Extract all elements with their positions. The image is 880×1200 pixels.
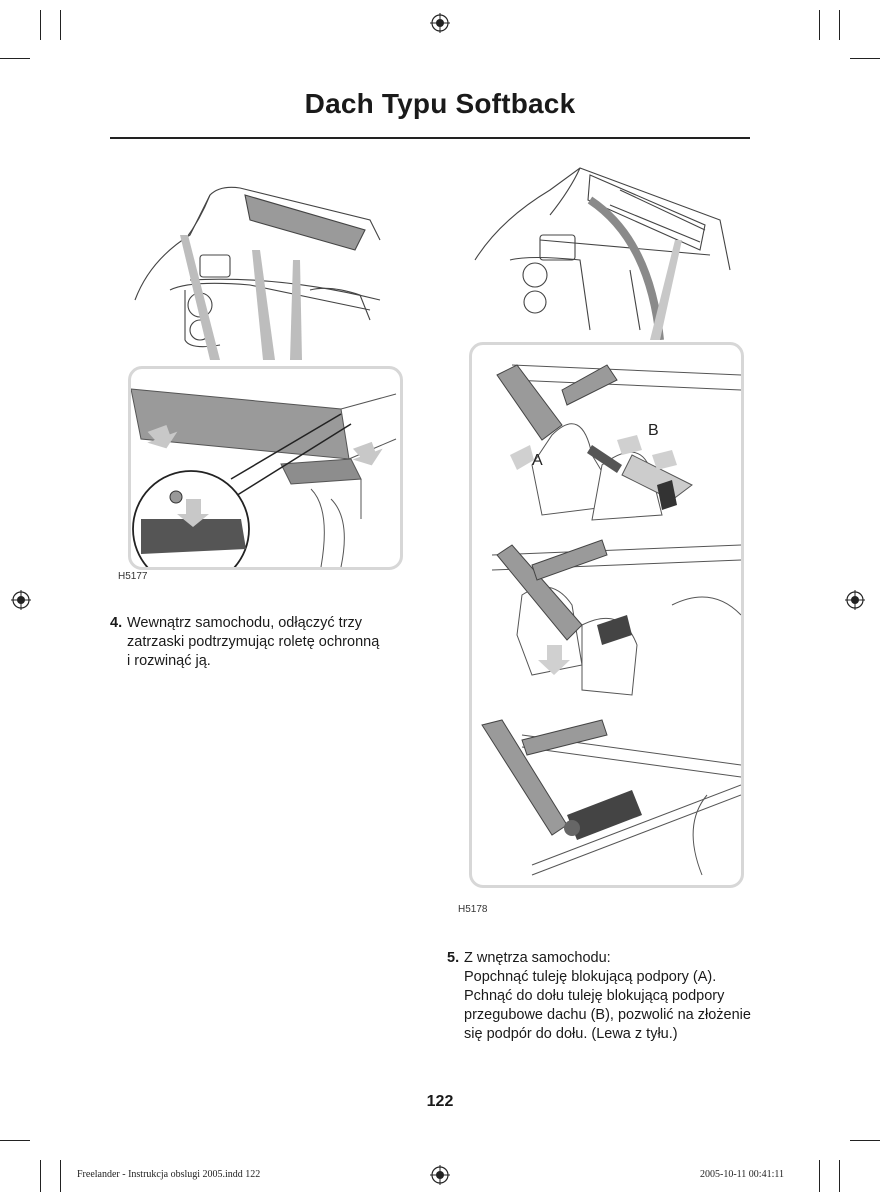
registration-mark-icon <box>845 590 865 610</box>
step-line: i rozwinąć ją. <box>127 653 211 669</box>
step-line: Popchnąć tuleję blokującą podpory (A). <box>464 969 717 985</box>
step-line: Wewnątrz samochodu, odłączyć trzy <box>127 615 363 631</box>
callout-label-a: A <box>532 452 543 469</box>
step-4 <box>110 614 410 674</box>
crop-mark <box>839 1160 840 1192</box>
crop-mark <box>839 10 840 40</box>
step-number: 5. <box>447 950 460 966</box>
illustration-car-interior-left <box>130 180 400 365</box>
file-slug: Freelander - Instrukcja obslugi 2005.indd 122 <box>77 1169 261 1180</box>
registration-mark-icon <box>430 13 450 33</box>
crop-mark <box>819 10 820 40</box>
crop-mark <box>850 1140 880 1141</box>
crop-mark <box>40 1160 41 1192</box>
registration-mark-icon <box>11 590 31 610</box>
crop-mark <box>819 1160 820 1192</box>
step-line: zatrzaski podtrzymując roletę ochronną <box>127 634 380 650</box>
crop-mark <box>60 1160 61 1192</box>
step-line: Pchnąć do dołu tuleję blokującą podpory <box>464 988 725 1004</box>
detail-panel-right <box>469 342 744 888</box>
figure-code-right: H5178 <box>458 904 488 915</box>
crop-mark <box>850 58 880 59</box>
page-title: Dach Typu Softback <box>304 88 576 119</box>
step-number: 4. <box>110 615 123 631</box>
registration-mark-icon <box>430 1165 450 1185</box>
step-line: się podpór do dołu. (Lewa z tyłu.) <box>464 1026 678 1042</box>
callout-label-b: B <box>648 422 659 439</box>
timestamp: 2005-10-11 00:41:11 <box>700 1169 784 1180</box>
step-5 <box>447 949 767 1049</box>
step-line: przegubowe dachu (B), pozwolić na złożenie <box>464 1007 751 1023</box>
step-line: Z wnętrza samochodu: <box>464 950 611 966</box>
crop-mark <box>0 58 30 59</box>
crop-mark <box>0 1140 30 1141</box>
crop-mark <box>40 10 41 40</box>
title-rule <box>110 137 750 139</box>
illustration-car-interior-right <box>470 160 740 340</box>
detail-panel-left <box>128 366 403 570</box>
page-number: 122 <box>426 1093 454 1110</box>
figure-code-left: H5177 <box>118 571 148 582</box>
crop-mark <box>60 10 61 40</box>
